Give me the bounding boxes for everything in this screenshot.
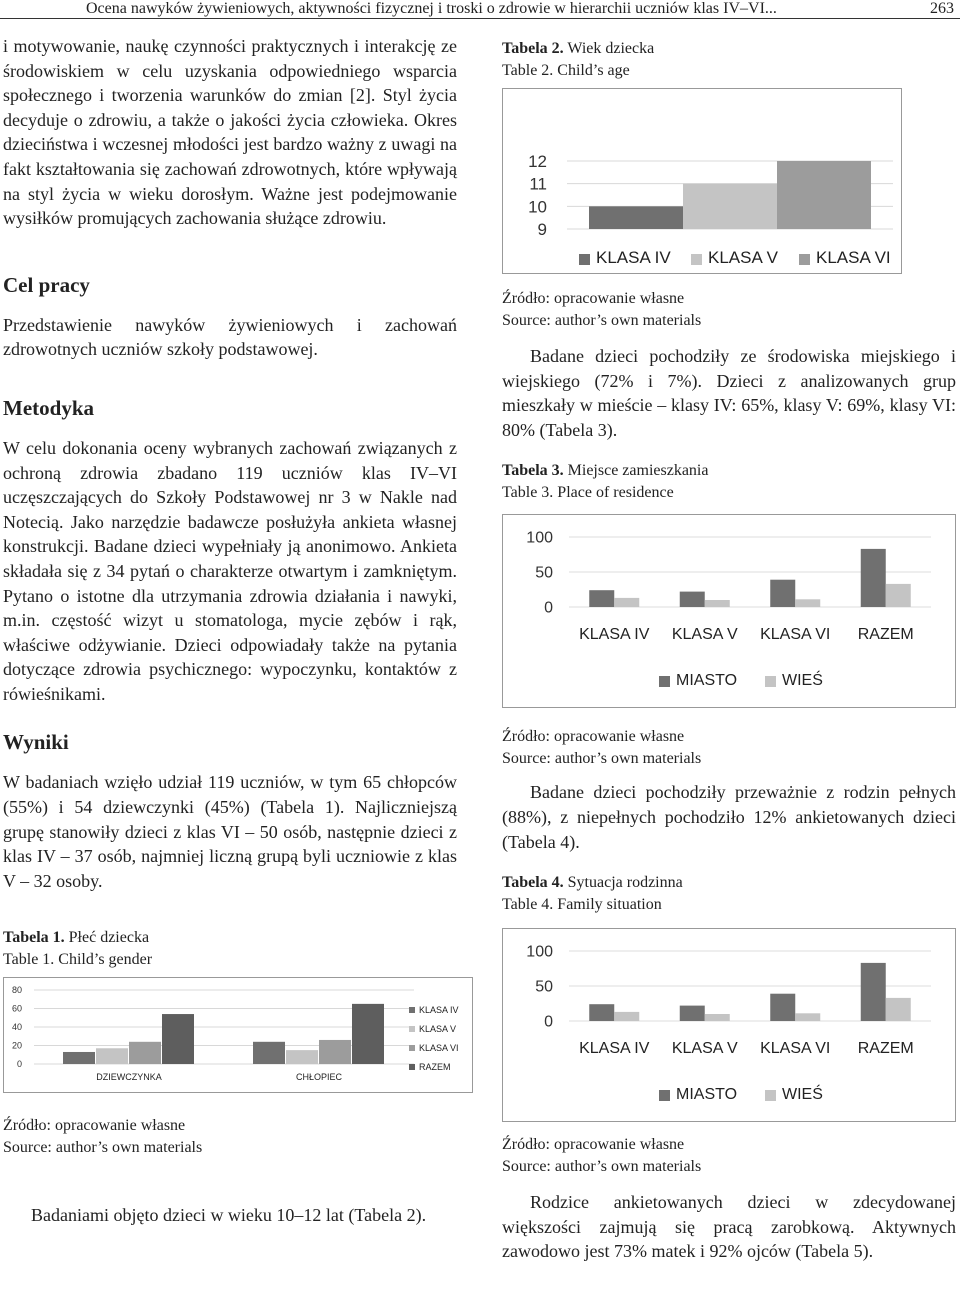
table3-label: Tabela 3. [502, 462, 564, 480]
bar-wie-klasa-vi [795, 1013, 820, 1021]
bar-klasa-iv-group [589, 206, 683, 229]
legend-label: KLASA VI [816, 248, 891, 267]
legend-label: KLASA IV [596, 248, 671, 267]
bar-klasa-v-group [683, 184, 777, 229]
table1-title-en: Table 1. Child’s gender [3, 951, 153, 969]
bar-miasto-klasa-iv [589, 1004, 614, 1021]
bar-klasa-iv-ch-opiec [253, 1042, 285, 1064]
bar-wie-klasa-v [705, 1014, 730, 1021]
bar-klasa-vi-group [777, 161, 871, 229]
table4-label: Tabela 4. [502, 874, 564, 892]
table4-source-pl: Źródło: opracowanie własne [502, 1136, 685, 1154]
table2-source [502, 288, 956, 332]
y-tick-label: 11 [529, 174, 547, 194]
x-category-label: DZIEWCZYNKA [96, 1072, 162, 1083]
y-tick-label: 10 [528, 197, 547, 217]
table2-label: Tabela 2. [502, 40, 564, 57]
bar-miasto-klasa-v [680, 1006, 705, 1021]
legend-swatch-klasa-v [409, 1026, 415, 1032]
legend-label: KLASA VI [419, 1043, 459, 1054]
table4-source [502, 1134, 956, 1178]
x-category-label: KLASA IV [579, 1040, 650, 1058]
work-paragraph: Rodzice ankietowanych dzieci w zdecydowanej większości zajmują się pracą zarobkową. Aktywnych zawodowo jest 73% matek i 92% ojców (Tabela 5). [502, 1192, 956, 1262]
table4-source-en: Source: author’s own materials [502, 1158, 702, 1176]
bar-wie-klasa-v [705, 600, 730, 607]
table3-source-en: Source: author’s own materials [502, 750, 702, 768]
metodyka-heading: Metodyka [3, 395, 94, 420]
legend-label: MIASTO [676, 672, 738, 690]
legend-swatch-wie [765, 1090, 776, 1101]
y-tick-label: 60 [11, 1004, 22, 1015]
legend-swatch-klasa-v [691, 254, 702, 265]
y-tick-label: 20 [11, 1041, 22, 1052]
legend-swatch-klasa-vi [409, 1045, 415, 1051]
cel-pracy-paragraph: Przedstawienie nawyków żywieniowych i zachowań zdrowotnych uczniów szkoły podstawowej. [3, 314, 457, 360]
table2-chart-svg [503, 89, 901, 273]
table3-title-pl: Miejsce zamieszkania [567, 462, 709, 480]
x-category-label: RAZEM [857, 1040, 914, 1058]
y-tick-label: 50 [535, 564, 553, 582]
table1-source-pl: Źródło: opracowanie własne [3, 1117, 186, 1135]
legend-label: KLASA V [419, 1024, 457, 1035]
bar-klasa-iv-dziewczynka [63, 1052, 95, 1064]
table1-caption [3, 927, 457, 971]
table3-chart-svg [503, 515, 955, 707]
table1-label: Tabela 1. [3, 929, 65, 947]
bar-wie-klasa-vi [795, 600, 820, 608]
legend-label: MIASTO [676, 1086, 738, 1104]
table1-source-en: Source: author’s own materials [3, 1139, 203, 1157]
legend-label: WIEŚ [782, 672, 823, 690]
bar-miasto-klasa-v [680, 592, 705, 607]
closing-paragraph: Badaniami objęto dzieci w wieku 10–12 lat (Tabela 2). [31, 1205, 427, 1226]
table4-chart-svg [503, 929, 955, 1121]
bar-klasa-vi-dziewczynka [129, 1042, 161, 1064]
legend-label: RAZEM [419, 1062, 451, 1073]
y-tick-label: 100 [526, 529, 553, 547]
bar-miasto-razem [861, 549, 886, 607]
y-tick-label: 0 [16, 1059, 22, 1070]
y-tick-label: 100 [526, 943, 553, 961]
table3-source [502, 726, 956, 770]
table4-title-pl: Sytuacja rodzinna [567, 874, 683, 892]
legend-swatch-miasto [659, 676, 670, 687]
table2-title-pl: Wiek dziecka [567, 40, 655, 57]
table1-source [3, 1115, 457, 1159]
x-category-label: CHŁOPIEC [295, 1072, 343, 1083]
y-tick-label: 40 [11, 1022, 22, 1033]
table1-chart [3, 977, 473, 1093]
legend-label: KLASA V [708, 248, 778, 267]
table3-source-pl: Źródło: opracowanie własne [502, 728, 685, 746]
bar-klasa-v-ch-opiec [286, 1051, 318, 1065]
x-category-label: KLASA VI [760, 1040, 831, 1058]
table3-chart [502, 514, 956, 708]
bar-razem-ch-opiec [352, 1004, 384, 1064]
right-column [502, 38, 956, 1264]
table4-title-en: Table 4. Family situation [502, 896, 662, 914]
header-rule [0, 18, 960, 19]
bar-wie-klasa-iv [614, 598, 639, 607]
wyniki-paragraph: W badaniach wzięło udział 119 uczniów, w tym 65 chłopców (55%) i 54 dziewczynki (45%) (Tabela 1). Najliczniejszą grupę stanowiły dzieci z klas VI – 50 osób, następnie dzieci z klas IV – 37 osób, najmniej liczną grupą byli uczniowie z klas V – 32 osoby. [3, 772, 457, 891]
bar-razem-dziewczynka [162, 1014, 194, 1064]
bar-wie-razem [886, 584, 911, 607]
legend-swatch-klasa-iv [409, 1007, 415, 1013]
page-number: 263 [930, 0, 954, 17]
running-title: Ocena nawyków żywieniowych, aktywności fizycznej i troski o zdrowie w hierarchii uczniów klas IV–VI... [86, 0, 777, 17]
y-tick-label: 0 [544, 1013, 553, 1031]
bar-miasto-klasa-vi [770, 580, 795, 607]
table2-title-en: Table 2. Child’s age [502, 62, 630, 79]
bar-miasto-razem [861, 963, 886, 1021]
x-category-label: RAZEM [857, 626, 914, 644]
x-category-label: KLASA V [671, 626, 738, 644]
table2-caption [502, 38, 956, 82]
cel-pracy-heading: Cel pracy [3, 272, 90, 297]
left-column [3, 34, 457, 1228]
residence-paragraph: Badane dzieci pochodziły ze środowiska miejskiego i wiejskiego (72% i 7%). Dzieci z analizowanych grup mieszkały w mieście – klasy IV: 65%, klasy V: 69%, klasy VI: 80% (Tabela 3). [502, 346, 956, 440]
table2-source-en: Source: author’s own materials [502, 312, 702, 329]
legend-swatch-razem [409, 1064, 415, 1070]
table2-chart [502, 88, 902, 274]
table4-chart [502, 928, 956, 1122]
family-paragraph: Badane dzieci pochodziły przeważnie z rodzin pełnych (88%), z niepełnych pochodziło 12% ankietowanych dzieci (Tabela 4). [502, 782, 956, 852]
bar-wie-klasa-iv [614, 1012, 639, 1021]
bar-klasa-v-dziewczynka [96, 1049, 128, 1065]
legend-label: WIEŚ [782, 1086, 823, 1104]
y-tick-label: 12 [528, 151, 547, 171]
y-tick-label: 0 [544, 599, 553, 617]
legend-swatch-klasa-vi [799, 254, 810, 265]
y-tick-label: 80 [11, 985, 22, 996]
table2-source-pl: Źródło: opracowanie własne [502, 290, 685, 307]
bar-klasa-vi-ch-opiec [319, 1040, 351, 1064]
x-category-label: KLASA VI [760, 626, 831, 644]
metodyka-paragraph: W celu dokonania oceny wybranych zachowań związanych z ochroną zdrowia zbadano 119 uczniów klas IV–VI uczęszczających do Szkoły Podstawowej nr 3 w Nakle nad Notecią. Jako narzędzie badawcze posłużyła ankieta własnej konstrukcji. Badane dzieci wypełniały ją anonimowo. Ankieta składała się z 34 pytań o charakterze otwartym i zamkniętym. Pytano o istotne dla utrzymania zdrowia działania i nawyki, m.in. częstość wizyt u stomatologa, mycie zębów i rąk, właściwe odżywianie. Dzieci odpowiadały także na pytania dotyczące zdrowia psychicznego: wypoczynku, kontaktów z rówieśnikami. [3, 437, 457, 704]
bar-wie-razem [886, 998, 911, 1021]
legend-swatch-wie [765, 676, 776, 687]
x-category-label: KLASA IV [579, 626, 650, 644]
x-category-label: KLASA V [671, 1040, 738, 1058]
table1-chart-svg [4, 978, 472, 1092]
bar-miasto-klasa-vi [770, 994, 795, 1021]
legend-label: KLASA IV [419, 1005, 459, 1016]
legend-swatch-klasa-iv [579, 254, 590, 265]
y-tick-label: 50 [535, 978, 553, 996]
table1-title-pl: Płeć dziecka [68, 929, 150, 947]
wyniki-heading: Wyniki [3, 730, 69, 755]
legend-swatch-miasto [659, 1090, 670, 1101]
bar-miasto-klasa-iv [589, 591, 614, 608]
table4-caption [502, 872, 956, 916]
intro-paragraph: i motywowanie, naukę czynności praktycznych i interakcję ze środowiskiem w celu uzyskania odpowiedniego wsparcia społecznego i tworzenia warunków do zmian [2]. Styl życia decyduje o zdrowiu, a także o jakości życia człowieka. Okres dzieciństwa i wczesnej młodości jest bardzo ważny z uwagi na fakt kształtowania się zachowań zdrowotnych, które wpływają na styl życia w wieku dorosłym. Ważne jest podejmowanie wysiłków promujących zachowania służące zdrowiu. [3, 36, 457, 229]
table3-caption [502, 460, 956, 504]
y-tick-label: 9 [537, 219, 547, 239]
table3-title-en: Table 3. Place of residence [502, 484, 674, 502]
